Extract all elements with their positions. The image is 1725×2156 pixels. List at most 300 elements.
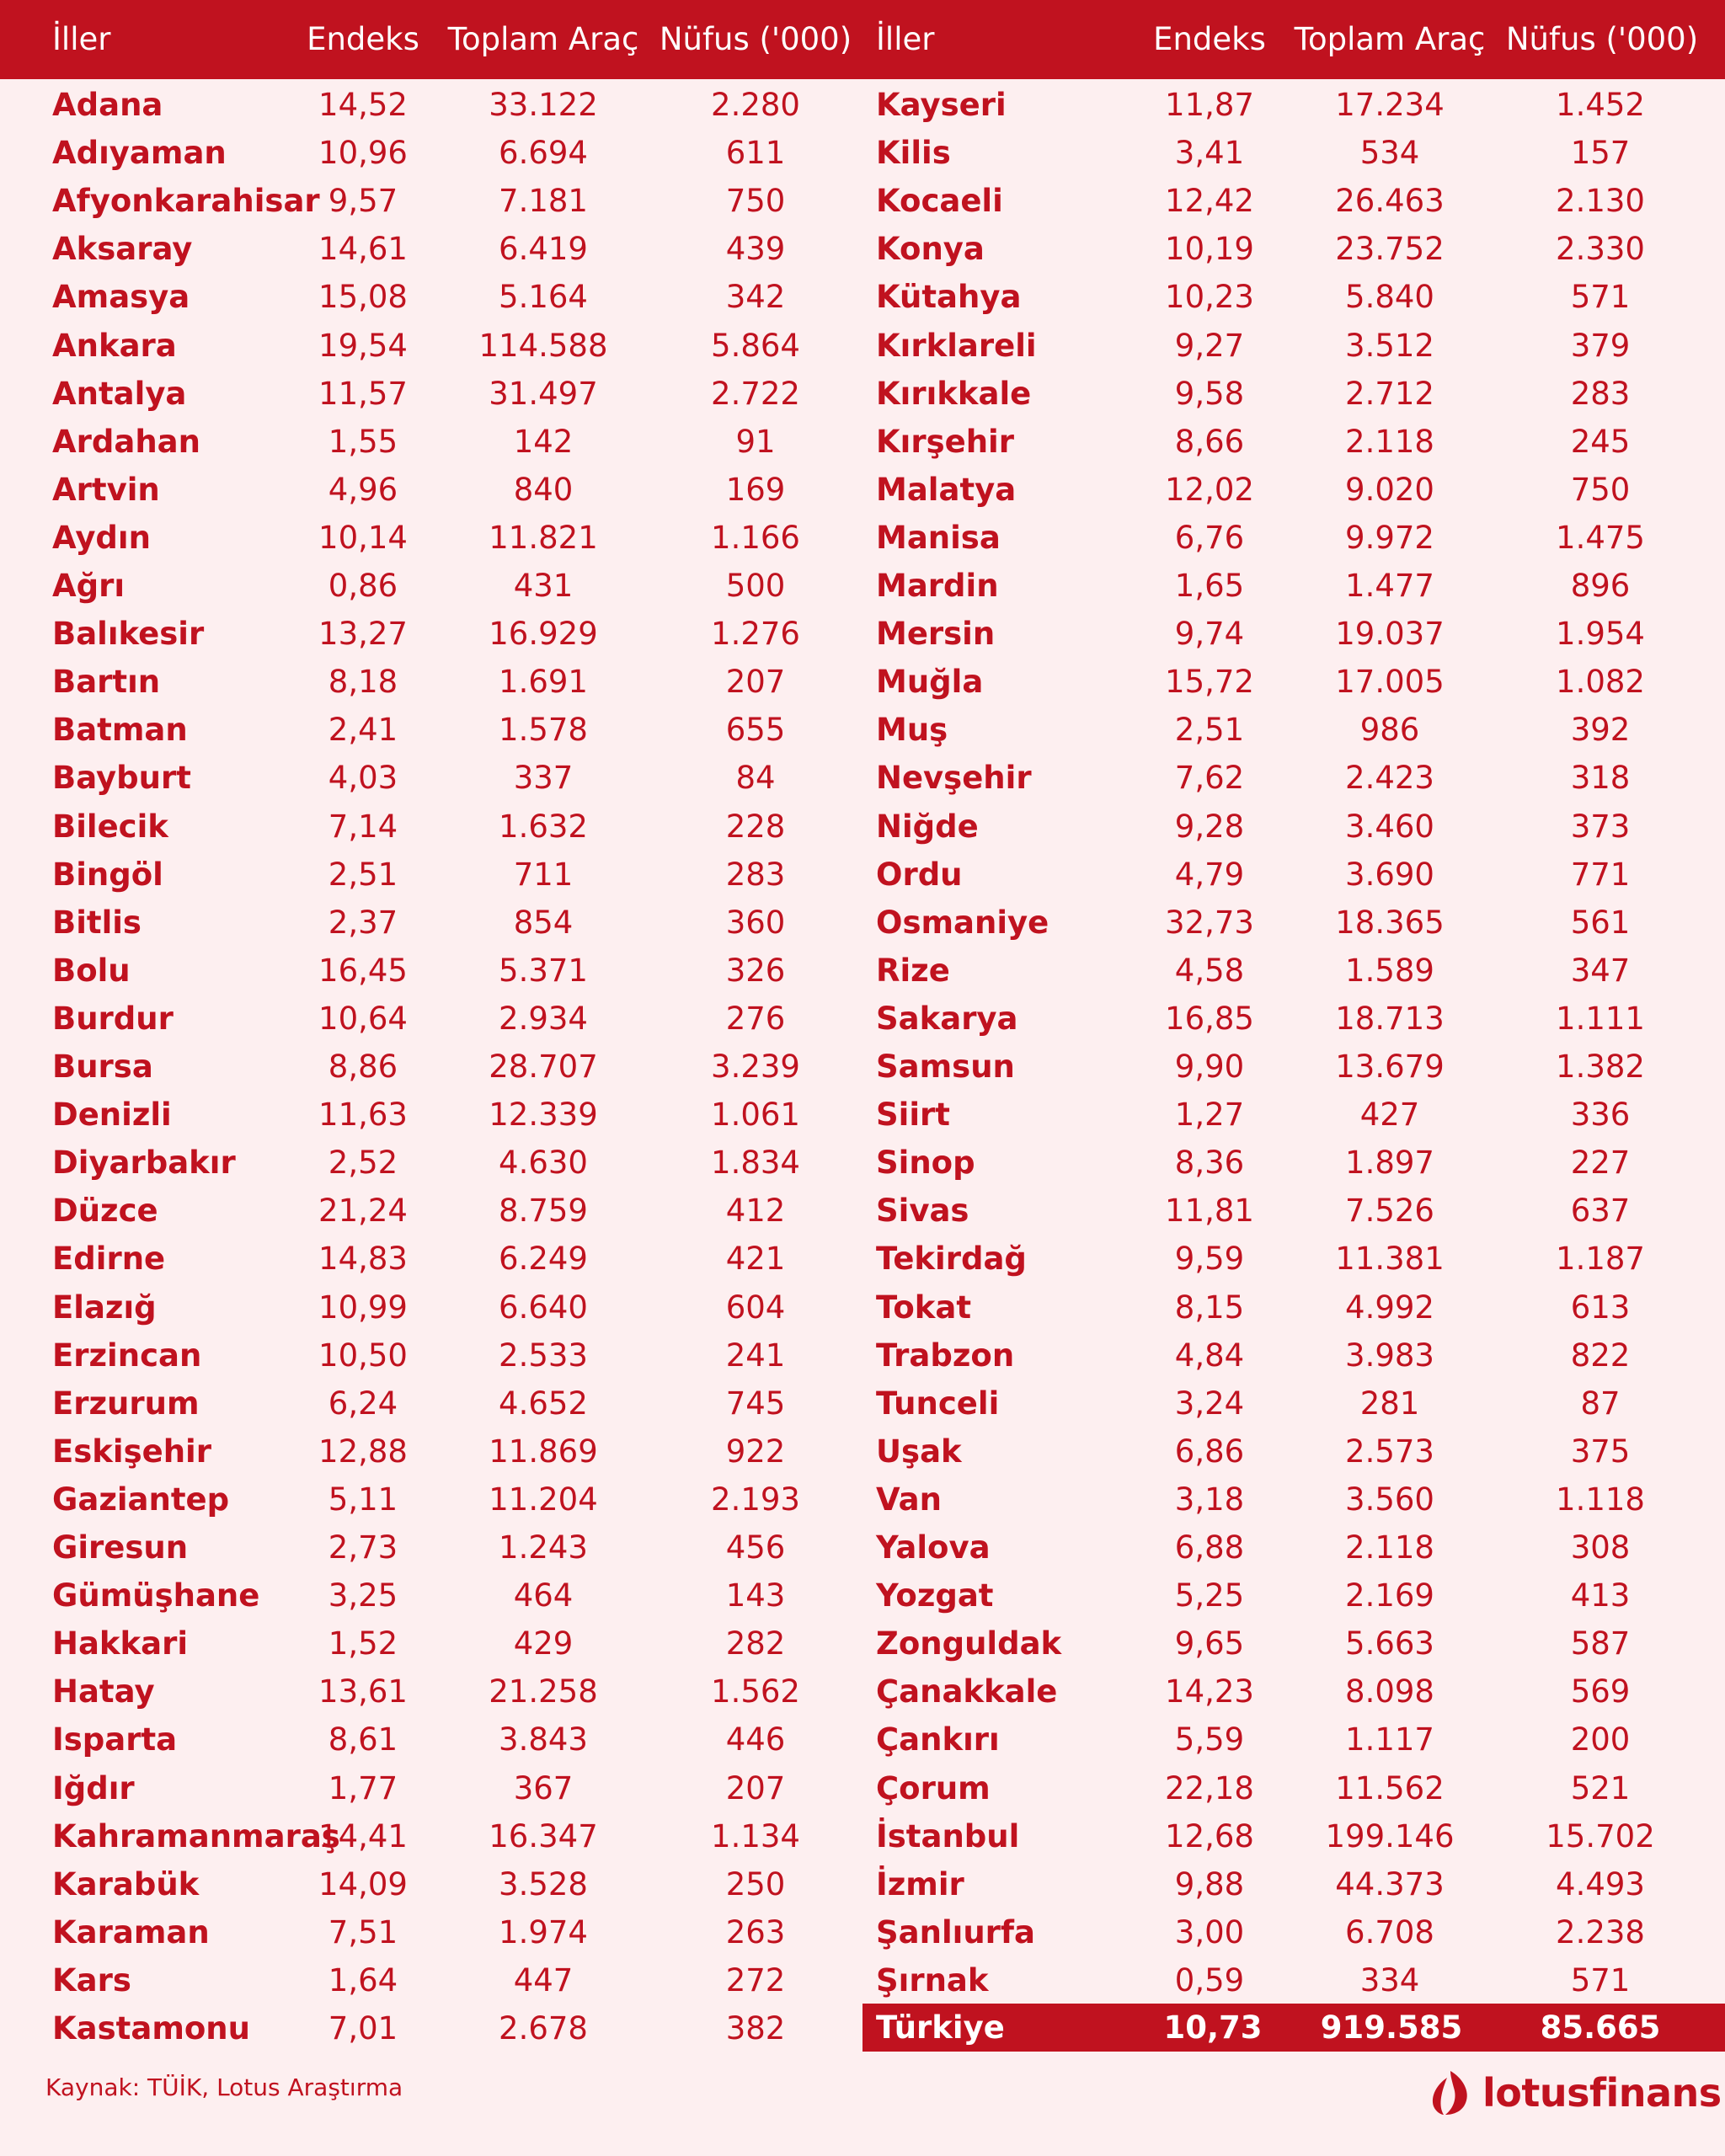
table-row xyxy=(862,610,1725,658)
city-name: Ordu xyxy=(876,856,963,893)
city-name: Muş xyxy=(876,712,948,749)
total-row xyxy=(862,2004,1725,2052)
index-value: 3,41 xyxy=(1174,135,1245,172)
population-value: 613 xyxy=(1570,1289,1631,1326)
index-value: 2,52 xyxy=(328,1145,398,1182)
table-row xyxy=(0,562,862,610)
index-value: 10,99 xyxy=(318,1289,408,1326)
population-value: 1.111 xyxy=(1556,1000,1645,1037)
population-value: 413 xyxy=(1570,1577,1631,1614)
logo-text: lotusfinans xyxy=(1482,2070,1722,2116)
population-value: 412 xyxy=(725,1193,786,1230)
city-name: Balıkesir xyxy=(52,616,205,653)
table-row xyxy=(0,1331,862,1380)
header-population-left: Nüfus ('000) xyxy=(659,21,852,57)
city-name: Tokat xyxy=(876,1289,972,1326)
index-value: 2,41 xyxy=(328,712,398,749)
index-value: 10,14 xyxy=(318,519,408,556)
population-value: 143 xyxy=(725,1577,786,1614)
table-row xyxy=(0,1139,862,1187)
index-value: 11,63 xyxy=(318,1097,408,1134)
city-name: Erzurum xyxy=(52,1385,200,1422)
index-value: 32,73 xyxy=(1165,904,1254,941)
table-row xyxy=(0,322,862,370)
population-value: 91 xyxy=(735,423,776,460)
vehicles-value: 429 xyxy=(513,1625,574,1662)
index-value: 12,42 xyxy=(1165,183,1254,220)
table-row xyxy=(862,466,1725,514)
city-name: Gaziantep xyxy=(52,1481,230,1518)
index-value: 14,83 xyxy=(318,1241,408,1278)
city-name: İzmir xyxy=(876,1865,964,1903)
city-name: Konya xyxy=(876,231,985,268)
index-value: 9,28 xyxy=(1174,808,1245,845)
city-name: Bitlis xyxy=(52,904,142,941)
index-value: 1,64 xyxy=(328,1961,398,1999)
city-name: Tekirdağ xyxy=(876,1241,1027,1278)
population-value: 922 xyxy=(725,1433,786,1470)
table-row xyxy=(0,129,862,177)
population-value: 392 xyxy=(1570,712,1631,749)
city-name: Isparta xyxy=(52,1721,178,1758)
table-row xyxy=(0,1524,862,1572)
population-value: 1.954 xyxy=(1556,616,1645,653)
city-name: Kocaeli xyxy=(876,183,1003,220)
index-value: 5,25 xyxy=(1174,1577,1245,1614)
vehicles-value: 6.708 xyxy=(1345,1913,1434,1951)
table-row xyxy=(862,129,1725,177)
vehicles-value: 9.972 xyxy=(1345,519,1434,556)
index-value: 9,57 xyxy=(328,183,398,220)
index-value: 12,02 xyxy=(1165,471,1254,508)
index-value: 16,45 xyxy=(318,952,408,989)
table-row xyxy=(862,1139,1725,1187)
table-row xyxy=(862,995,1725,1043)
vehicles-value: 16.347 xyxy=(489,1817,598,1854)
population-value: 347 xyxy=(1570,952,1631,989)
population-value: 2.280 xyxy=(711,87,800,123)
city-name: Sivas xyxy=(876,1193,969,1230)
vehicles-value: 16.929 xyxy=(489,616,598,653)
vehicles-value: 6.640 xyxy=(499,1289,588,1326)
vehicles-value: 18.713 xyxy=(1335,1000,1445,1037)
table-row xyxy=(862,1476,1725,1524)
total-vehicles: 919.585 xyxy=(1320,2009,1463,2046)
table-row xyxy=(0,2004,862,2052)
population-value: 282 xyxy=(725,1625,786,1662)
vehicles-value: 1.589 xyxy=(1345,952,1434,989)
vehicles-value: 4.652 xyxy=(499,1385,588,1422)
city-name: Adana xyxy=(52,87,163,123)
city-name: Tunceli xyxy=(876,1385,1000,1422)
index-value: 4,84 xyxy=(1174,1337,1245,1374)
index-value: 8,66 xyxy=(1174,423,1245,460)
city-name: Mersin xyxy=(876,616,996,653)
population-value: 308 xyxy=(1570,1529,1631,1566)
city-name: Bolu xyxy=(52,952,131,989)
vehicles-value: 281 xyxy=(1359,1385,1420,1422)
table-row xyxy=(0,899,862,947)
population-value: 326 xyxy=(725,952,786,989)
vehicles-value: 2.573 xyxy=(1345,1433,1434,1470)
city-name: Uşak xyxy=(876,1433,962,1470)
city-name: Çankırı xyxy=(876,1721,1000,1758)
index-value: 3,25 xyxy=(328,1577,398,1614)
city-name: Afyonkarahisar xyxy=(52,183,320,220)
index-value: 3,00 xyxy=(1174,1913,1245,1951)
city-name: Sinop xyxy=(876,1145,975,1182)
vehicles-value: 12.339 xyxy=(489,1097,598,1134)
city-name: Kırıkkale xyxy=(876,375,1032,412)
vehicles-value: 534 xyxy=(1359,135,1420,172)
table-row xyxy=(862,1812,1725,1860)
vehicles-value: 3.560 xyxy=(1345,1481,1434,1518)
population-value: 587 xyxy=(1570,1625,1631,1662)
index-value: 1,27 xyxy=(1174,1097,1245,1134)
table-row xyxy=(862,1091,1725,1139)
total-city: Türkiye xyxy=(876,2009,1005,2046)
vehicles-value: 3.528 xyxy=(499,1865,588,1903)
city-name: Diyarbakır xyxy=(52,1145,236,1182)
index-value: 0,59 xyxy=(1174,1961,1245,1999)
index-value: 2,37 xyxy=(328,904,398,941)
city-name: Kırklareli xyxy=(876,327,1037,364)
index-value: 6,86 xyxy=(1174,1433,1245,1470)
population-value: 2.238 xyxy=(1556,1913,1645,1951)
city-name: Eskişehir xyxy=(52,1433,211,1470)
table-row xyxy=(0,1572,862,1620)
vehicles-value: 199.146 xyxy=(1325,1817,1455,1854)
table-row xyxy=(0,706,862,754)
city-name: Manisa xyxy=(876,519,1001,556)
city-name: Ağrı xyxy=(52,568,126,604)
city-name: Malatya xyxy=(876,471,1017,508)
table-row xyxy=(0,1091,862,1139)
population-value: 745 xyxy=(725,1385,786,1422)
vehicles-value: 13.679 xyxy=(1335,1049,1445,1085)
index-value: 2,51 xyxy=(328,856,398,893)
table-row xyxy=(862,177,1725,225)
table-row xyxy=(0,851,862,899)
table-row xyxy=(862,1860,1725,1908)
city-name: Aydın xyxy=(52,519,151,556)
brand-logo xyxy=(1429,2068,1722,2118)
total-population: 85.665 xyxy=(1540,2009,1661,2046)
population-value: 1.061 xyxy=(711,1097,800,1134)
population-value: 750 xyxy=(1570,471,1631,508)
population-value: 1.187 xyxy=(1556,1241,1645,1278)
population-value: 2.330 xyxy=(1556,231,1645,268)
table-row xyxy=(0,1668,862,1716)
vehicles-value: 2.934 xyxy=(499,1000,588,1037)
vehicles-value: 1.117 xyxy=(1345,1721,1434,1758)
index-value: 10,19 xyxy=(1165,231,1254,268)
vehicles-value: 3.690 xyxy=(1345,856,1434,893)
vehicles-value: 11.869 xyxy=(489,1433,598,1470)
index-value: 9,90 xyxy=(1174,1049,1245,1085)
population-value: 245 xyxy=(1570,423,1631,460)
vehicles-value: 1.974 xyxy=(499,1913,588,1951)
vehicles-value: 337 xyxy=(513,760,574,797)
city-name: Zonguldak xyxy=(876,1625,1062,1662)
city-name: Mardin xyxy=(876,568,999,604)
vehicles-value: 142 xyxy=(513,423,574,460)
table-row xyxy=(0,1476,862,1524)
header-city-right: İller xyxy=(876,21,935,57)
population-value: 4.493 xyxy=(1556,1865,1645,1903)
vehicles-value: 11.381 xyxy=(1335,1241,1445,1278)
city-name: Artvin xyxy=(52,471,160,508)
vehicles-value: 854 xyxy=(513,904,574,941)
vehicles-value: 44.373 xyxy=(1335,1865,1445,1903)
vehicles-value: 11.204 xyxy=(489,1481,598,1518)
vehicles-value: 7.526 xyxy=(1345,1193,1434,1230)
city-name: Denizli xyxy=(52,1097,172,1134)
vehicles-value: 334 xyxy=(1359,1961,1420,1999)
index-value: 12,68 xyxy=(1165,1817,1254,1854)
city-name: Kastamonu xyxy=(52,2010,250,2047)
city-name: Giresun xyxy=(52,1529,189,1566)
population-value: 611 xyxy=(725,135,786,172)
city-name: Çanakkale xyxy=(876,1673,1058,1710)
index-value: 6,24 xyxy=(328,1385,398,1422)
city-name: Karaman xyxy=(52,1913,210,1951)
population-value: 1.134 xyxy=(711,1817,800,1854)
population-value: 421 xyxy=(725,1241,786,1278)
table-row xyxy=(862,947,1725,995)
table-row xyxy=(862,1764,1725,1812)
vehicles-value: 4.992 xyxy=(1345,1289,1434,1326)
table-row xyxy=(0,1956,862,2004)
index-value: 7,62 xyxy=(1174,760,1245,797)
vehicles-value: 367 xyxy=(513,1769,574,1806)
table-row xyxy=(862,1572,1725,1620)
population-value: 228 xyxy=(725,808,786,845)
table-row xyxy=(0,370,862,418)
index-value: 16,85 xyxy=(1165,1000,1254,1037)
index-value: 6,76 xyxy=(1174,519,1245,556)
population-value: 207 xyxy=(725,664,786,701)
city-name: Amasya xyxy=(52,279,190,316)
table-row xyxy=(0,1283,862,1331)
table-row xyxy=(0,803,862,851)
table-row xyxy=(862,803,1725,851)
table-row xyxy=(862,225,1725,273)
index-value: 9,65 xyxy=(1174,1625,1245,1662)
table-row xyxy=(0,1380,862,1428)
vehicles-value: 3.512 xyxy=(1345,327,1434,364)
vehicles-value: 4.630 xyxy=(499,1145,588,1182)
vehicles-value: 5.371 xyxy=(499,952,588,989)
source-note: Kaynak: TÜİK, Lotus Araştırma xyxy=(45,2073,403,2101)
table-row xyxy=(0,947,862,995)
city-name: Kilis xyxy=(876,135,951,172)
population-value: 1.118 xyxy=(1556,1481,1645,1518)
city-name: İstanbul xyxy=(876,1817,1020,1854)
table-row xyxy=(0,995,862,1043)
vehicles-value: 3.983 xyxy=(1345,1337,1434,1374)
vehicles-value: 431 xyxy=(513,568,574,604)
table-row xyxy=(862,1908,1725,1956)
index-value: 9,59 xyxy=(1174,1241,1245,1278)
city-name: Erzincan xyxy=(52,1337,202,1374)
population-value: 571 xyxy=(1570,1961,1631,1999)
vehicles-value: 427 xyxy=(1359,1097,1420,1134)
index-value: 12,88 xyxy=(318,1433,408,1470)
index-value: 14,61 xyxy=(318,231,408,268)
table-row xyxy=(862,322,1725,370)
vehicles-value: 1.632 xyxy=(499,808,588,845)
index-value: 4,03 xyxy=(328,760,398,797)
index-value: 5,11 xyxy=(328,1481,398,1518)
population-value: 3.239 xyxy=(711,1049,800,1085)
population-value: 157 xyxy=(1570,135,1631,172)
vehicles-value: 8.098 xyxy=(1345,1673,1434,1710)
table-row xyxy=(862,273,1725,321)
vehicles-value: 1.691 xyxy=(499,664,588,701)
index-value: 8,86 xyxy=(328,1049,398,1085)
index-value: 8,18 xyxy=(328,664,398,701)
index-value: 11,81 xyxy=(1165,1193,1254,1230)
population-value: 637 xyxy=(1570,1193,1631,1230)
population-value: 561 xyxy=(1570,904,1631,941)
vehicles-value: 17.005 xyxy=(1335,664,1445,701)
population-value: 1.475 xyxy=(1556,519,1645,556)
population-value: 87 xyxy=(1580,1385,1621,1422)
vehicles-value: 19.037 xyxy=(1335,616,1445,653)
index-value: 5,59 xyxy=(1174,1721,1245,1758)
vehicles-value: 18.365 xyxy=(1335,904,1445,941)
population-value: 1.382 xyxy=(1556,1049,1645,1085)
vehicles-value: 26.463 xyxy=(1335,183,1445,220)
table-row xyxy=(862,1187,1725,1235)
index-value: 1,52 xyxy=(328,1625,398,1662)
index-value: 1,55 xyxy=(328,423,398,460)
population-value: 2.130 xyxy=(1556,183,1645,220)
city-name: Muğla xyxy=(876,664,984,701)
table-header xyxy=(0,0,1725,79)
index-value: 13,27 xyxy=(318,616,408,653)
population-value: 822 xyxy=(1570,1337,1631,1374)
table-row xyxy=(0,81,862,129)
table-row xyxy=(0,754,862,802)
vehicles-value: 2.169 xyxy=(1345,1577,1434,1614)
table-row xyxy=(862,1956,1725,2004)
index-value: 19,54 xyxy=(318,327,408,364)
table-row xyxy=(0,1428,862,1476)
city-name: Kayseri xyxy=(876,87,1007,123)
population-value: 1.166 xyxy=(711,519,800,556)
vehicles-value: 6.419 xyxy=(499,231,588,268)
index-value: 9,74 xyxy=(1174,616,1245,653)
table-row xyxy=(862,1043,1725,1091)
total-index: 10,73 xyxy=(1163,2009,1263,2046)
table-row xyxy=(862,706,1725,754)
vehicles-value: 447 xyxy=(513,1961,574,1999)
population-value: 896 xyxy=(1570,568,1631,604)
population-value: 360 xyxy=(725,904,786,941)
vehicles-value: 3.460 xyxy=(1345,808,1434,845)
index-value: 7,01 xyxy=(328,2010,398,2047)
table-row xyxy=(862,1235,1725,1283)
index-value: 14,52 xyxy=(318,87,408,123)
table-row xyxy=(0,177,862,225)
city-name: Şırnak xyxy=(876,1961,989,1999)
table-row xyxy=(862,1620,1725,1668)
population-value: 1.452 xyxy=(1556,87,1645,123)
city-name: Samsun xyxy=(876,1049,1015,1085)
city-name: Aksaray xyxy=(52,231,193,268)
index-value: 14,41 xyxy=(318,1817,408,1854)
index-value: 10,64 xyxy=(318,1000,408,1037)
table-row xyxy=(0,1860,862,1908)
city-name: Bartın xyxy=(52,664,161,701)
table-row xyxy=(0,1235,862,1283)
table-row xyxy=(862,1428,1725,1476)
table-row xyxy=(0,658,862,706)
city-name: Siirt xyxy=(876,1097,950,1134)
table-row xyxy=(0,610,862,658)
population-value: 241 xyxy=(725,1337,786,1374)
vehicles-value: 23.752 xyxy=(1335,231,1445,268)
vehicles-value: 8.759 xyxy=(499,1193,588,1230)
vehicles-value: 114.588 xyxy=(478,327,608,364)
vehicles-value: 2.712 xyxy=(1345,375,1434,412)
table-row xyxy=(862,1524,1725,1572)
population-value: 604 xyxy=(725,1289,786,1326)
header-index-left: Endeks xyxy=(307,21,419,57)
vehicles-value: 7.181 xyxy=(499,183,588,220)
table-row xyxy=(862,370,1725,418)
population-value: 263 xyxy=(725,1913,786,1951)
vehicles-value: 9.020 xyxy=(1345,471,1434,508)
index-value: 4,96 xyxy=(328,471,398,508)
city-name: Bilecik xyxy=(52,808,168,845)
population-value: 1.276 xyxy=(711,616,800,653)
city-name: Hakkari xyxy=(52,1625,189,1662)
population-value: 342 xyxy=(725,279,786,316)
index-value: 0,86 xyxy=(328,568,398,604)
index-value: 6,88 xyxy=(1174,1529,1245,1566)
table-row xyxy=(0,1908,862,1956)
table-row xyxy=(862,658,1725,706)
vehicles-value: 6.249 xyxy=(499,1241,588,1278)
vehicles-value: 1.477 xyxy=(1345,568,1434,604)
index-value: 21,24 xyxy=(318,1193,408,1230)
header-city-left: İller xyxy=(52,21,111,57)
city-name: Kırşehir xyxy=(876,423,1014,460)
population-value: 373 xyxy=(1570,808,1631,845)
vehicles-value: 5.663 xyxy=(1345,1625,1434,1662)
index-value: 4,58 xyxy=(1174,952,1245,989)
index-value: 3,24 xyxy=(1174,1385,1245,1422)
table-row xyxy=(0,1043,862,1091)
city-name: Burdur xyxy=(52,1000,174,1037)
city-name: Karabük xyxy=(52,1865,200,1903)
population-value: 379 xyxy=(1570,327,1631,364)
index-value: 1,65 xyxy=(1174,568,1245,604)
city-name: Antalya xyxy=(52,375,187,412)
table-row xyxy=(862,514,1725,562)
index-value: 8,36 xyxy=(1174,1145,1245,1182)
vehicles-value: 5.840 xyxy=(1345,279,1434,316)
population-value: 207 xyxy=(725,1769,786,1806)
index-value: 9,58 xyxy=(1174,375,1245,412)
population-value: 2.193 xyxy=(711,1481,800,1518)
index-value: 3,18 xyxy=(1174,1481,1245,1518)
table-row xyxy=(0,225,862,273)
index-value: 1,77 xyxy=(328,1769,398,1806)
